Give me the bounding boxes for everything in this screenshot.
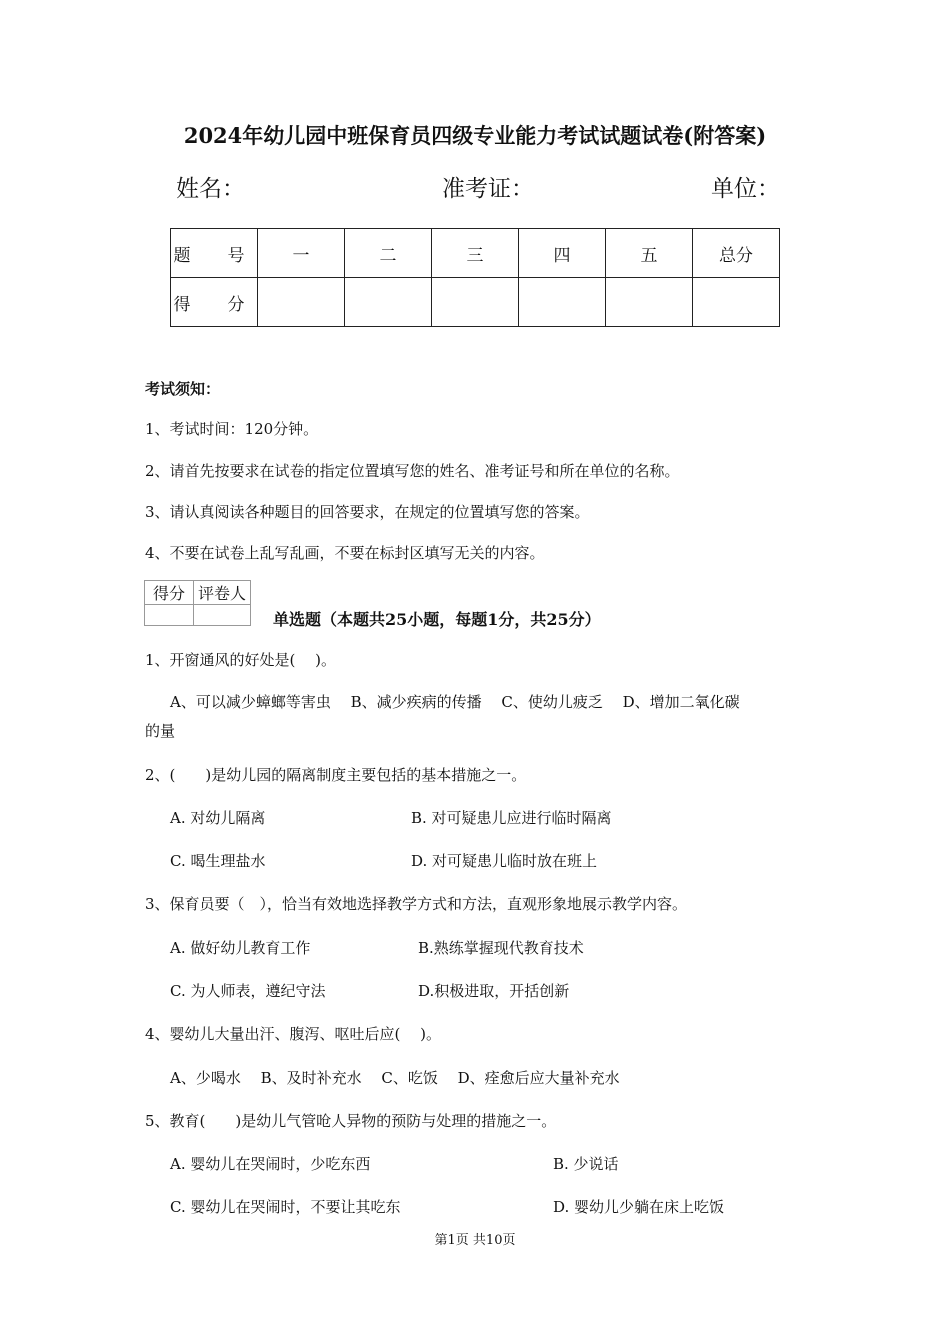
score-table-cell: 总分 <box>693 229 780 278</box>
question-options-continued: 的量 <box>145 722 176 740</box>
score-table-cell: 二 <box>345 229 432 278</box>
score-table-cell: 四 <box>519 229 606 278</box>
notice-item: 3、请认真阅读各种题目的回答要求，在规定的位置填写您的答案。 <box>145 503 590 521</box>
score-input-cell[interactable] <box>432 278 519 327</box>
option-b: B.熟练掌握现代教育技术 <box>418 939 584 957</box>
section-title: 单选题（本题共25小题，每题1分，共25分） <box>273 610 601 629</box>
notice-item: 2、请首先按要求在试卷的指定位置填写您的姓名、准考证号和所在单位的名称。 <box>145 462 680 480</box>
score-table-cell: 三 <box>432 229 519 278</box>
option-d: D.积极进取，开括创新 <box>418 982 570 1000</box>
option-a: A. 对幼儿隔离 <box>170 809 266 827</box>
option-a: A. 做好幼儿教育工作 <box>170 939 311 957</box>
unit-field-label: 单位： <box>711 176 780 202</box>
name-field-label: 姓名： <box>176 176 245 202</box>
notice-heading: 考试须知： <box>145 380 221 398</box>
page-title: 2024年幼儿园中班保育员四级专业能力考试试题试卷(附答案) <box>183 123 767 148</box>
option-c: C. 为人师表，遵纪守法 <box>170 982 326 1000</box>
score-table-cell: 五 <box>606 229 693 278</box>
option-b: B. 少说话 <box>553 1155 619 1173</box>
question-options: A、少喝水 B、及时补充水 C、吃饭 D、痊愈后应大量补充水 <box>170 1069 620 1087</box>
grader-box-grader-cell[interactable] <box>194 605 251 626</box>
question-stem: 5、教育( )是幼儿气管呛人异物的预防与处理的措施之一。 <box>145 1112 557 1130</box>
score-input-cell[interactable] <box>606 278 693 327</box>
option-d: D. 对可疑患儿临时放在班上 <box>411 852 598 870</box>
page-footer: 第1页 共10页 <box>434 1233 516 1248</box>
grader-box <box>144 580 251 626</box>
question-options: A、可以减少蟑螂等害虫 B、减少疾病的传播 C、使幼儿疲乏 D、增加二氧化碳 <box>170 693 740 711</box>
score-input-cell[interactable] <box>258 278 345 327</box>
option-c: C. 婴幼儿在哭闹时，不要让其吃东 <box>170 1198 401 1216</box>
score-table-score-row <box>171 278 780 327</box>
score-input-cell[interactable] <box>519 278 606 327</box>
option-c: C. 喝生理盐水 <box>170 852 266 870</box>
grader-box-score-label: 得分 <box>145 581 194 605</box>
notice-item: 4、不要在试卷上乱写乱画，不要在标封区填写无关的内容。 <box>145 544 545 562</box>
grader-box-score-cell[interactable] <box>145 605 194 626</box>
option-d: D. 婴幼儿少躺在床上吃饭 <box>553 1198 725 1216</box>
exam-number-field-label: 准考证： <box>442 176 534 202</box>
option-b: B. 对可疑患儿应进行临时隔离 <box>411 809 612 827</box>
question-stem: 2、( )是幼儿园的隔离制度主要包括的基本措施之一。 <box>145 766 527 784</box>
score-table <box>170 228 780 327</box>
option-a: A. 婴幼儿在哭闹时，少吃东西 <box>170 1155 371 1173</box>
question-stem: 1、开窗通风的好处是( )。 <box>145 651 337 669</box>
notice-item: 1、考试时间：120分钟。 <box>145 420 319 438</box>
question-stem: 4、婴幼儿大量出汗、腹泻、呕吐后应( )。 <box>145 1025 442 1043</box>
score-input-cell[interactable] <box>693 278 780 327</box>
score-table-cell: 题 号 <box>171 229 258 278</box>
score-table-cell: 一 <box>258 229 345 278</box>
score-table-header-row <box>171 229 780 278</box>
score-input-cell[interactable] <box>345 278 432 327</box>
question-stem: 3、保育员要（ ），恰当有效地选择教学方式和方法，直观形象地展示教学内容。 <box>145 895 688 913</box>
score-table-cell: 得 分 <box>171 278 258 327</box>
grader-box-grader-label: 评卷人 <box>194 581 251 605</box>
